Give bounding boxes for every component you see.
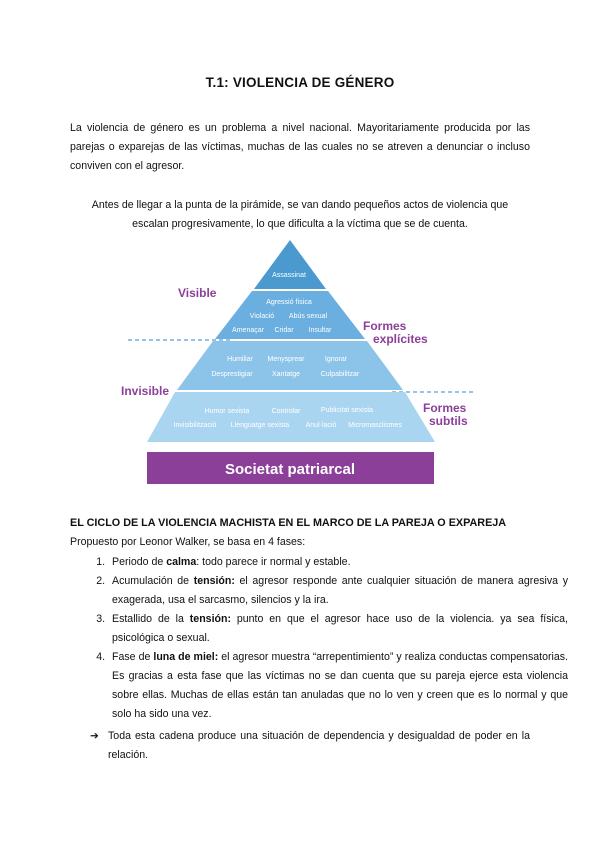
list-item: 4. Fase de luna de miel: el agresor muestra “arrepentimiento” y realiza conductas compensatorias. Es gracias a esta fase que las víctimas no se dan cuenta que su pareja ejerce esta violencia sobre ellas. Muchas de ellas están tan anuladas que no lo ven y creen que es lo normal y que solo ha sido una vez.	[108, 648, 568, 724]
tier-label: Amenaçar	[232, 327, 264, 334]
page-title: T.1: VIOLENCIA DE GÉNERO	[205, 75, 395, 90]
label-subtle-forms-2: subtils	[429, 414, 468, 428]
list-item: 2. Acumulación de tensión: el agresor responde ante cualquier situación de manera agresiva y exagerada, usa el sarcasmo, silencios y la ira.	[108, 572, 568, 610]
section-heading: EL CICLO DE LA VIOLENCIA MACHISTA EN EL MARCO DE LA PAREJA O EXPAREJA	[70, 517, 507, 529]
pyramid-tier-1	[254, 240, 326, 289]
tier-label: Culpabilitzar	[320, 371, 360, 378]
label-explicit-forms-2: explícites	[373, 332, 428, 346]
tier-label: Invisibilització	[173, 422, 217, 429]
tier-label: Desprestigiar	[211, 371, 253, 378]
tier-label: Anul·lació	[305, 422, 337, 429]
label-explicit-forms-1: Formes	[363, 319, 407, 333]
tier-label: Humor sexista	[204, 408, 250, 415]
pyramid-base-label: Societat patriarcal	[224, 461, 356, 478]
pyramid-lead-paragraph: Antes de llegar a la punta de la pirámide, se van dando pequeños actos de violencia que escalan progresivamente, lo que dificulta a la víctima que se de cuenta.	[91, 199, 509, 230]
phases-list	[70, 553, 568, 724]
section-byline: Propuesto por Leonor Walker, se basa en 4 fases:	[70, 536, 306, 548]
list-item: 3. Estallido de la tensión: punto en que el agresor hace uso de la violencia. ya sea física, psicológica o sexual.	[108, 610, 568, 648]
tier-label: Menysprear	[267, 356, 305, 363]
tier-label: Micromasclismes	[348, 422, 402, 429]
label-invisible: Invisible	[121, 384, 170, 398]
tier-label: Xantatge	[271, 371, 301, 378]
tier-label: Violació	[249, 313, 275, 320]
tier-label: Insultar	[308, 327, 332, 334]
arrow-icon: ➔	[90, 730, 99, 742]
label-subtle-forms-1: Formes	[423, 401, 467, 415]
tier-label: Assassinat	[272, 272, 306, 279]
tier-label: Humiliar	[227, 356, 253, 363]
conclusion-text: Toda esta cadena produce una situación de dependencia y desigualdad de poder en la relación.	[108, 730, 530, 761]
conclusion-paragraph	[90, 727, 530, 765]
intro-paragraph: La violencia de género es un problema a nivel nacional. Mayoritariamente producida por las parejas o exparejas de las víctimas, muchas de las cuales no se atreven a denunciar o incluso conviven con el agresor.	[70, 122, 530, 172]
tier-label: Controlar	[271, 408, 301, 415]
tier-label: Publicitat sexista	[320, 407, 374, 414]
pyramid-tier-4	[147, 392, 435, 442]
tier-label: Agressió física	[266, 299, 312, 306]
tier-label: Llenguatge sexista	[230, 422, 290, 429]
tier-label: Abús sexual	[288, 313, 328, 320]
tier-label: Ignorar	[324, 356, 348, 363]
pyramid-tier-3	[177, 341, 403, 390]
list-item: 1. Periodo de calma: todo parece ir normal y estable.	[108, 553, 568, 572]
violence-pyramid-diagram	[0, 236, 600, 486]
tier-label: Cridar	[274, 327, 294, 334]
label-visible: Visible	[178, 286, 217, 300]
